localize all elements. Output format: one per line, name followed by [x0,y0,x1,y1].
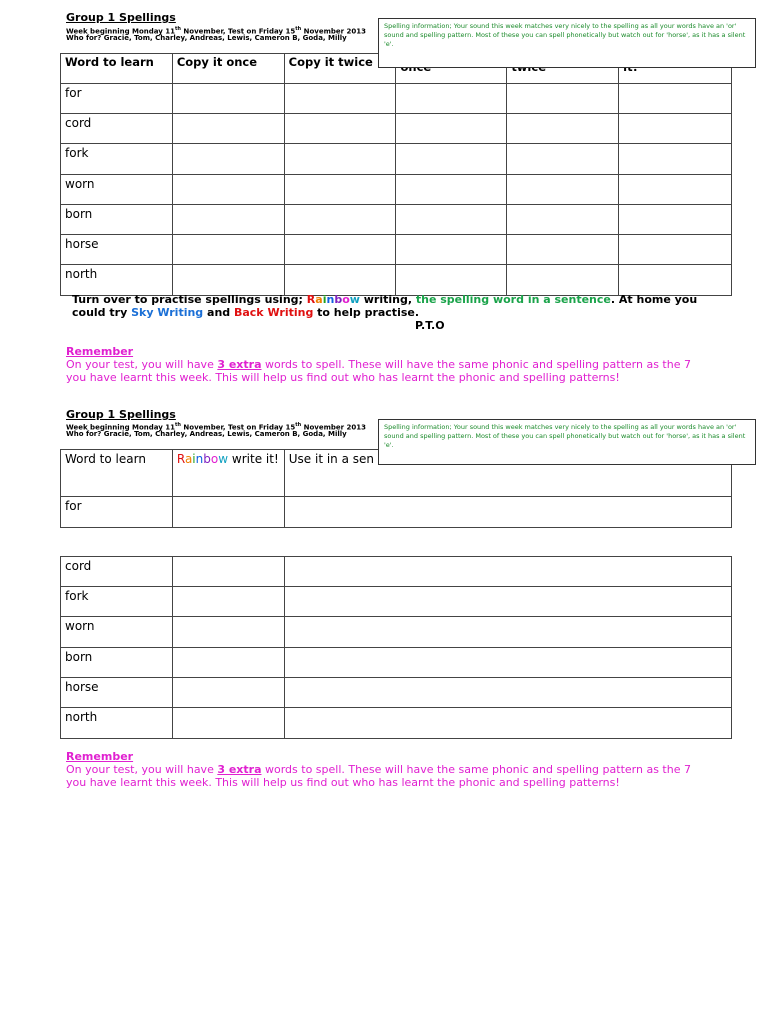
table-row [61,265,732,296]
header-word-to-learn: Word to learn [61,450,173,497]
write-cell[interactable] [396,205,507,235]
sentence-cell[interactable] [284,497,731,528]
write-cell[interactable] [172,587,284,617]
remember-heading: Remember [66,750,134,763]
header-word-to-learn: Word to learn [61,54,173,84]
header-copy-twice: Copy it twice [284,54,396,84]
table-row [61,114,732,144]
table-row [61,708,732,739]
section2-spelling-info-box: Spelling information; Your sound this week matches very nicely to the spelling as all your words have an 'or' sound and spelling pattern. Most of these you can spell phonetically but watch out for 'horse', as it has a silent 'e'. [378,419,756,465]
word-cell: born [61,205,173,235]
write-cell[interactable] [172,205,284,235]
word-cell: horse [61,235,173,265]
word-cell: worn [61,175,173,205]
pto-label: P.T.O [415,319,445,332]
remember-text: On your test, you will have 3 extra words to spell. These will have the same phonic and spelling pattern as the 7 you have learnt this week. This will help us find out who has learnt the phonic and spelling patterns! [66,358,691,384]
write-cell[interactable] [396,265,507,296]
write-cell[interactable] [284,205,396,235]
header-use-in-sentence: Use it in a sen [284,450,731,497]
write-cell[interactable] [172,557,284,587]
sentence-cell[interactable] [284,557,731,587]
write-cell[interactable] [507,265,619,296]
section1-spelling-table [60,53,732,296]
remember-heading: Remember [66,345,134,358]
word-cell: worn [61,617,173,648]
section1-title: Group 1 Spellings [66,11,176,24]
sentence-cell[interactable] [284,617,731,648]
section1-spelling-info-box: Spelling information; Your sound this week matches very nicely to the spelling as all your words have an 'or' sound and spelling pattern. Most of these you can spell phonetically but watch out for 'horse', as it has a silent 'e'. [378,18,756,68]
write-cell[interactable] [507,144,619,175]
write-cell[interactable] [619,114,732,144]
word-cell: north [61,265,173,296]
write-cell[interactable] [172,497,284,528]
write-cell[interactable] [396,144,507,175]
section2-remember [66,750,706,789]
word-cell: cord [61,114,173,144]
write-cell[interactable] [172,144,284,175]
write-cell[interactable] [284,235,396,265]
header-rainbow-write: Rainbow write it! [172,450,284,497]
section2-who-line: Who for? Gracie, Tom, Charley, Andreas, Lewis, Cameron B, Goda, Milly [66,430,347,438]
word-cell: fork [61,587,173,617]
table-row [61,617,732,648]
sentence-cell[interactable] [284,648,731,678]
write-cell[interactable] [172,678,284,708]
header-copy-once: Copy it once [172,54,284,84]
table-row [61,205,732,235]
table-row [61,175,732,205]
write-cell[interactable] [507,205,619,235]
table-row [61,678,732,708]
section2-title: Group 1 Spellings [66,408,176,421]
write-cell[interactable] [619,84,732,114]
table-row [61,557,732,587]
rainbow-word: Rainbow [306,293,360,306]
sentence-cell[interactable] [284,678,731,708]
write-cell[interactable] [284,114,396,144]
table-row [61,587,732,617]
sentence-cell[interactable] [284,708,731,739]
write-cell[interactable] [172,708,284,739]
table-row [61,235,732,265]
write-cell[interactable] [619,175,732,205]
table-row [61,497,732,528]
table-row [61,84,732,114]
sentence-cell[interactable] [284,587,731,617]
write-cell[interactable] [284,84,396,114]
section1-instructions: Turn over to practise spellings using; Rainbow writing, the spelling word in a sentence. At home you could try Sky Writing and Back Writing to help practise. [72,293,698,319]
table-row [61,648,732,678]
word-cell: for [61,497,173,528]
write-cell[interactable] [396,175,507,205]
write-cell[interactable] [172,235,284,265]
write-cell[interactable] [172,648,284,678]
word-cell: for [61,84,173,114]
section2-table-bottom [60,556,732,739]
word-cell: north [61,708,173,739]
write-cell[interactable] [172,617,284,648]
write-cell[interactable] [284,265,396,296]
write-cell[interactable] [396,84,507,114]
write-cell[interactable] [507,175,619,205]
write-cell[interactable] [619,235,732,265]
write-cell[interactable] [396,235,507,265]
write-cell[interactable] [619,265,732,296]
write-cell[interactable] [172,175,284,205]
write-cell[interactable] [507,84,619,114]
write-cell[interactable] [619,205,732,235]
word-cell: horse [61,678,173,708]
write-cell[interactable] [396,114,507,144]
write-cell[interactable] [507,114,619,144]
word-cell: born [61,648,173,678]
section2-week-line: Week beginning Monday 11th November, Test on Friday 15th November 2013 [66,422,367,432]
table-row [61,144,732,175]
write-cell[interactable] [619,144,732,175]
write-cell[interactable] [284,175,396,205]
write-cell[interactable] [172,84,284,114]
section1-who-line: Who for? Gracie, Tom, Charley, Andreas, Lewis, Cameron B, Goda, Milly [66,34,347,42]
section1-remember [66,345,706,384]
write-cell[interactable] [284,144,396,175]
write-cell[interactable] [172,265,284,296]
remember-text: On your test, you will have 3 extra words to spell. These will have the same phonic and spelling pattern as the 7 you have learnt this week. This will help us find out who has learnt the phonic and spelling patterns! [66,763,691,789]
write-cell[interactable] [172,114,284,144]
word-cell: cord [61,557,173,587]
word-cell: fork [61,144,173,175]
write-cell[interactable] [507,235,619,265]
section1-week-line: Week beginning Monday 11th November, Test on Friday 15th November 2013 [66,26,367,36]
